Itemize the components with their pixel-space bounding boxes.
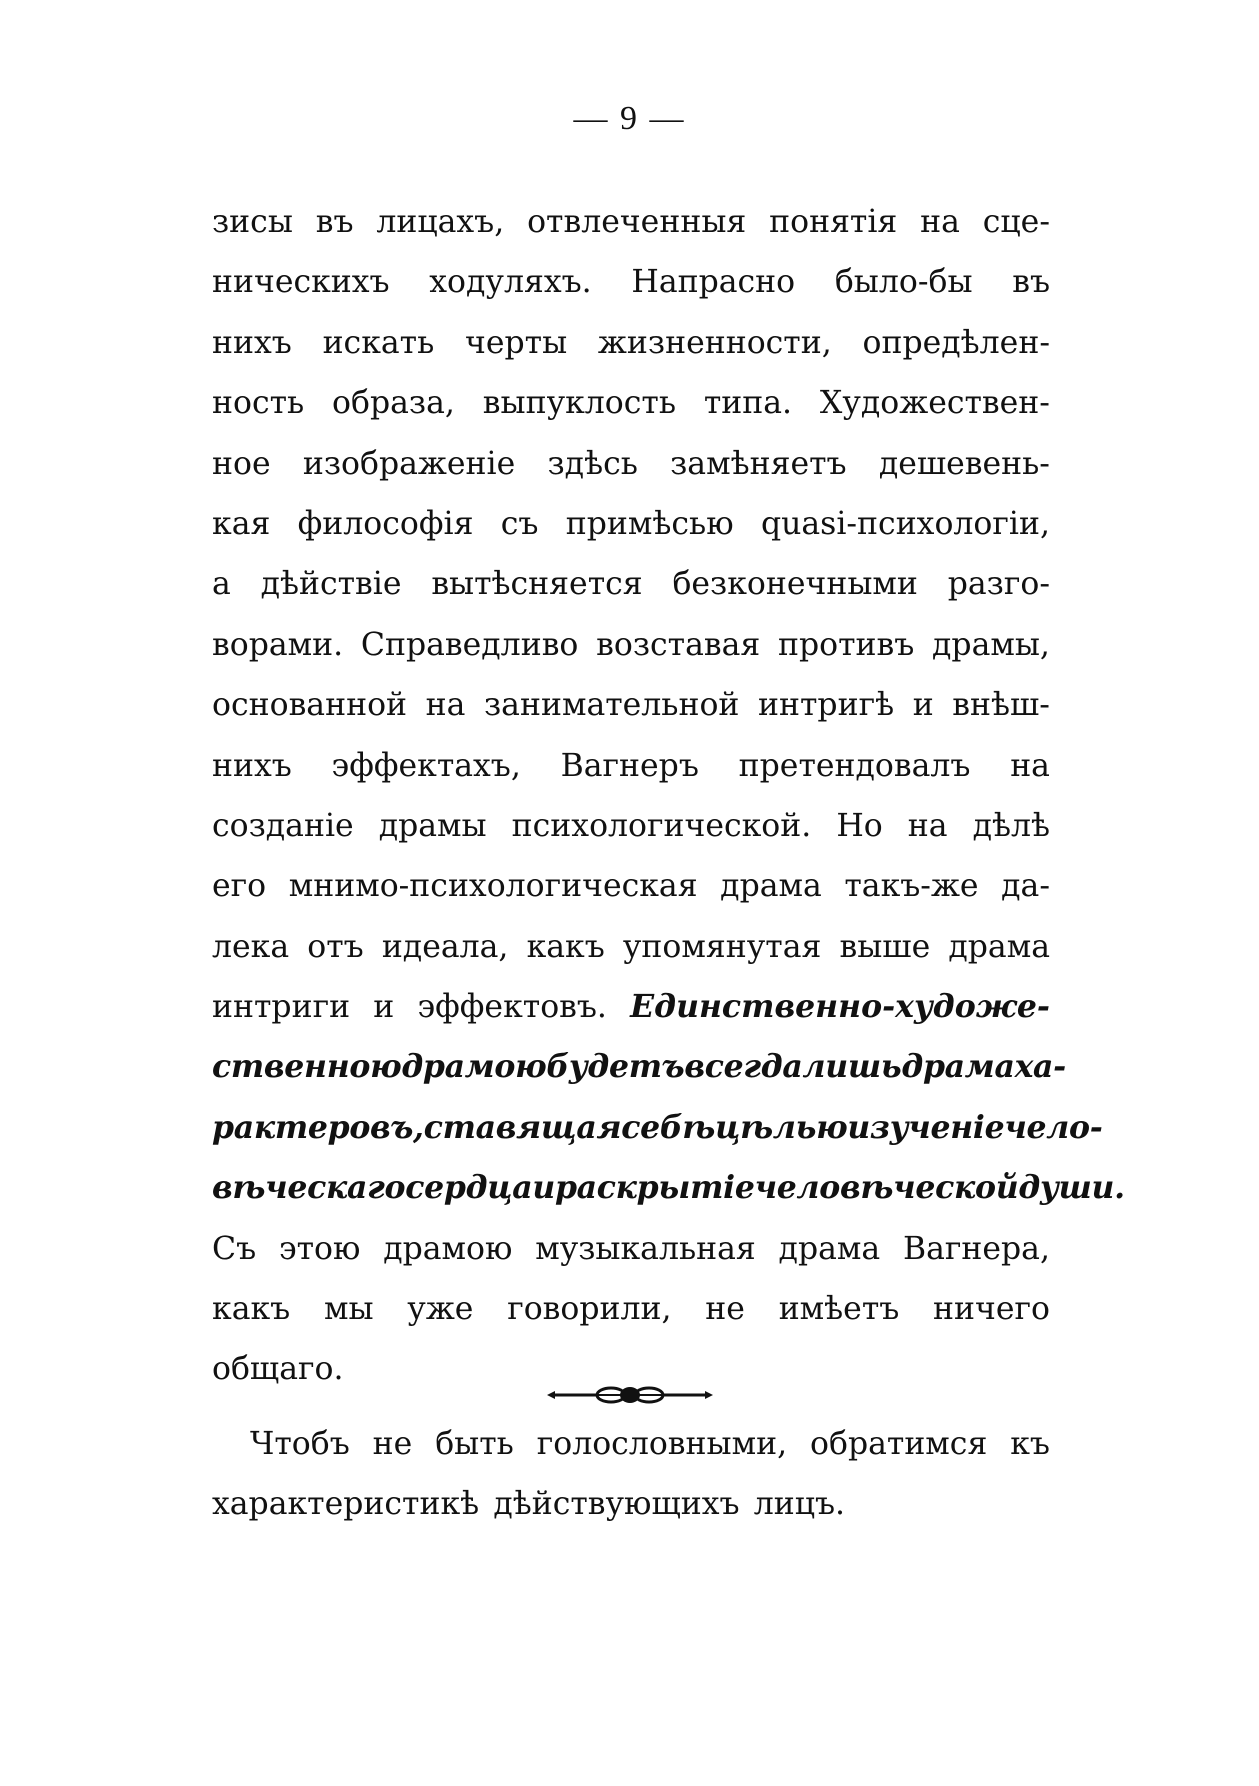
word: мы	[323, 1291, 374, 1328]
word: въ	[1012, 264, 1050, 301]
word: быть	[435, 1425, 514, 1462]
word: внѣш-	[952, 687, 1050, 724]
text-line	[212, 615, 1050, 675]
word: рактеровъ,	[212, 1108, 424, 1146]
word: вѣческаго	[212, 1169, 406, 1207]
word: уже	[407, 1291, 474, 1328]
word: драмы,	[932, 626, 1050, 663]
word: ное	[212, 445, 271, 482]
word: упомянутая	[622, 928, 822, 965]
text-line	[212, 1414, 1050, 1474]
word: къ	[1010, 1425, 1050, 1462]
text-line	[212, 856, 1050, 916]
word: эффектахъ,	[331, 747, 521, 784]
word: противъ	[777, 626, 915, 663]
word: а	[212, 566, 231, 603]
text-line	[212, 736, 1050, 796]
word: quasi-психологіи,	[760, 505, 1050, 542]
word: драмою	[401, 1048, 547, 1086]
text-line	[212, 1474, 1050, 1534]
word: Напрасно	[631, 264, 796, 301]
text-line	[212, 373, 1050, 433]
word: понятія	[769, 204, 898, 240]
word: Единственно-художе-	[630, 988, 1050, 1026]
word: лицъ.	[753, 1486, 846, 1523]
word: сердца	[405, 1169, 533, 1207]
word: чело-	[1004, 1108, 1103, 1146]
text-line	[212, 1219, 1050, 1279]
word: искать	[322, 324, 435, 361]
ornament-divider-icon-svg	[545, 1382, 715, 1408]
word: будетъ	[546, 1048, 685, 1086]
word: ходуляхъ.	[429, 264, 592, 301]
word: и	[912, 687, 934, 724]
word: на	[425, 687, 466, 724]
ornament-divider-icon	[0, 1382, 1259, 1408]
word: психологической.	[511, 807, 812, 844]
word: нихъ	[212, 747, 292, 784]
text-line	[212, 494, 1050, 554]
word: себѣ	[621, 1108, 716, 1146]
body-text	[212, 192, 1125, 1535]
word: и	[373, 989, 395, 1026]
word: дѣйствующихъ	[493, 1486, 740, 1523]
word: мнимо-психологическая	[288, 868, 698, 905]
word: имѣетъ	[778, 1291, 900, 1328]
word: всегда	[684, 1048, 803, 1086]
text-line	[212, 1158, 1125, 1218]
word: этою	[278, 1230, 361, 1267]
word: драмою	[383, 1230, 513, 1267]
word: дѣйствіе	[260, 566, 402, 603]
word: основанной	[212, 687, 408, 724]
word: примѣсью	[565, 505, 734, 542]
word: Чтобъ	[250, 1425, 350, 1462]
word: выпуклость	[482, 385, 676, 422]
word: ха-	[1014, 1048, 1066, 1086]
word: и	[532, 1169, 555, 1207]
text-line	[212, 1279, 1050, 1339]
word: лишь	[802, 1048, 902, 1086]
page-number: — 9 —	[573, 100, 686, 137]
word: драмы	[378, 807, 487, 844]
word: съ	[500, 505, 539, 542]
word: дѣлѣ	[972, 807, 1050, 844]
word: Съ	[212, 1230, 257, 1267]
word: Но	[836, 807, 883, 844]
word: музыкальная	[535, 1230, 756, 1267]
word: въ	[315, 204, 354, 240]
word: изученіе	[847, 1108, 1005, 1146]
text-line	[212, 917, 1050, 977]
word: безконечными	[672, 566, 918, 603]
word: драма	[948, 928, 1050, 965]
word: занимательной	[484, 687, 740, 724]
word: претендовалъ	[738, 747, 971, 784]
text-line	[212, 977, 1050, 1037]
word: замѣняетъ	[670, 445, 847, 482]
word: ственною	[212, 1048, 402, 1086]
word: говорили,	[507, 1291, 672, 1328]
word: нихъ	[212, 324, 292, 361]
text-line	[212, 192, 1050, 252]
word: какъ	[212, 1291, 291, 1328]
word: его	[212, 868, 267, 905]
word: типа.	[703, 385, 793, 422]
word: было-бы	[834, 264, 973, 301]
word: философія	[297, 505, 474, 542]
word: лека	[212, 928, 290, 965]
word: сце-	[982, 204, 1050, 240]
text-line	[212, 554, 1050, 614]
word: дешевень-	[878, 445, 1050, 482]
word: Вагнеръ	[560, 747, 699, 784]
word: образа,	[332, 385, 455, 422]
word: здѣсь	[547, 445, 638, 482]
word: изображеніе	[302, 445, 516, 482]
word: вытѣсняется	[431, 566, 643, 603]
word: характеристикѣ	[212, 1486, 480, 1523]
word: жизненности,	[597, 324, 832, 361]
word: да-	[1001, 868, 1050, 905]
word: не	[705, 1291, 745, 1328]
word: интриги	[212, 989, 351, 1026]
word: не	[372, 1425, 413, 1462]
text-line	[212, 313, 1050, 373]
text-line	[212, 434, 1050, 494]
word: драма	[720, 868, 822, 905]
word: ставящая	[423, 1108, 622, 1146]
text-line	[212, 1037, 1066, 1097]
word: ничего	[933, 1291, 1050, 1328]
word: общаго.	[212, 1351, 344, 1388]
word: голословными,	[536, 1425, 788, 1462]
word: ворами.	[212, 626, 344, 663]
word: Вагнера,	[902, 1230, 1050, 1267]
word: обратимся	[810, 1425, 988, 1462]
word: Справедливо	[360, 626, 579, 663]
word: ность	[212, 385, 305, 422]
word: идеала,	[381, 928, 509, 965]
word: лицахъ,	[376, 204, 505, 240]
word: драма	[778, 1230, 881, 1267]
word: разго-	[947, 566, 1050, 603]
word: раскрытіе	[554, 1169, 755, 1207]
word: на	[907, 807, 948, 844]
text-line	[212, 252, 1050, 312]
word: какъ	[526, 928, 605, 965]
word: зисы	[212, 204, 293, 240]
text-line	[212, 675, 1050, 735]
word: кая	[212, 505, 271, 542]
word: человѣческой	[754, 1169, 1019, 1207]
word: черты	[465, 324, 568, 361]
word: созданіе	[212, 807, 354, 844]
word: души.	[1018, 1169, 1125, 1207]
word: интригѣ	[758, 687, 895, 724]
word: опредѣлен-	[862, 324, 1050, 361]
word: такъ-же	[844, 868, 979, 905]
word: на	[1010, 747, 1050, 784]
text-line	[212, 1098, 1103, 1158]
word: отъ	[307, 928, 364, 965]
word: драма	[901, 1048, 1015, 1086]
word: ническихъ	[212, 264, 390, 301]
word: возставая	[596, 626, 761, 663]
word: цѣлью	[715, 1108, 848, 1146]
text-line	[212, 796, 1050, 856]
word: Художествен-	[819, 385, 1050, 422]
word: на	[920, 204, 960, 240]
word: эффектовъ.	[417, 989, 607, 1026]
word: отвлеченныя	[527, 204, 747, 240]
word: выше	[839, 928, 931, 965]
